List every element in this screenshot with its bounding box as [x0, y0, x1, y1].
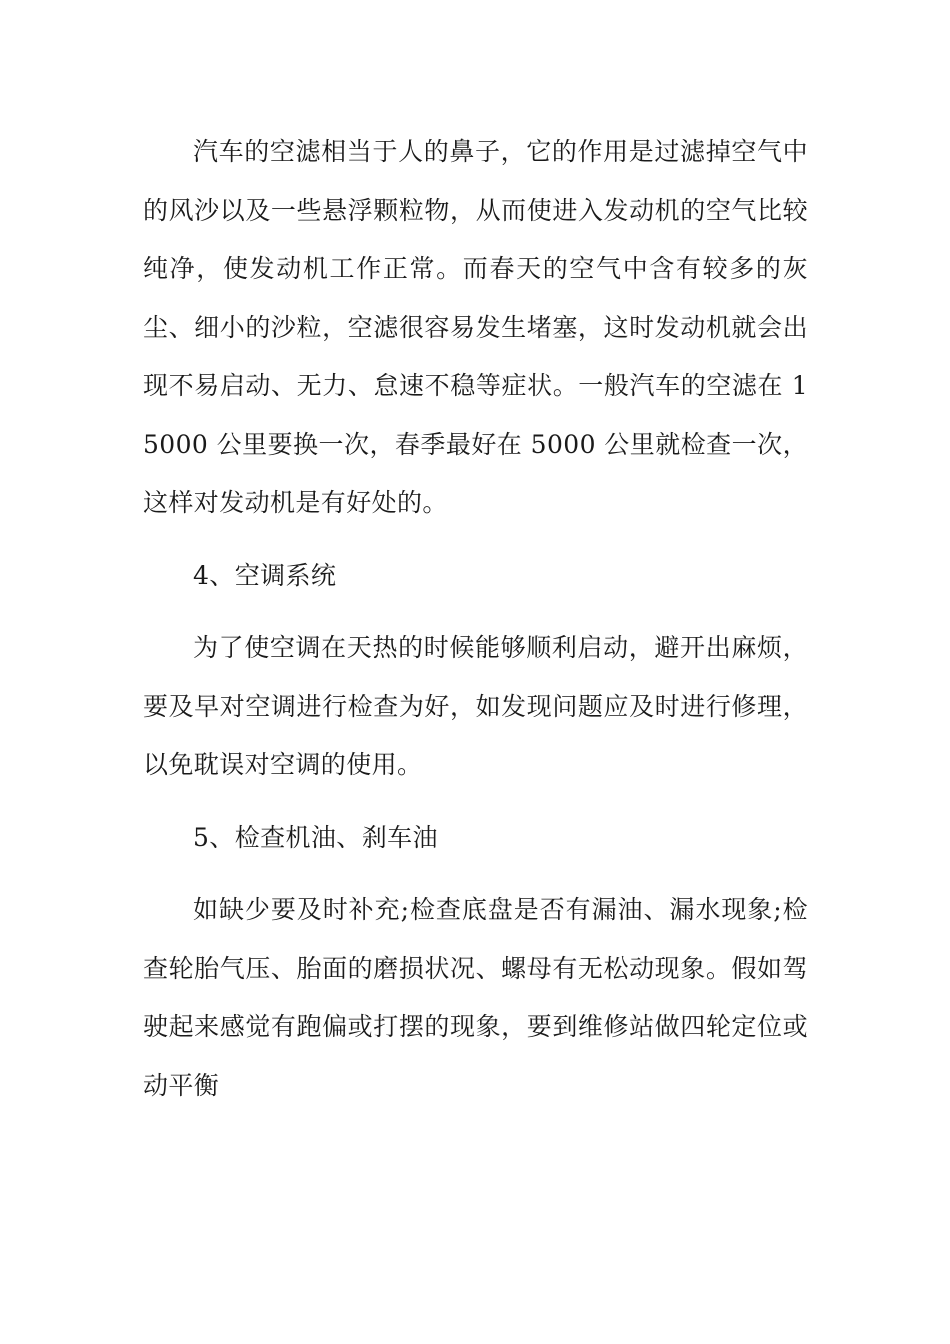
section-heading-oil-check: 5、检查机油、刹车油 [193, 822, 438, 852]
document-body [143, 123, 808, 1129]
paragraph-air-conditioning: 为了使空调在天热的时候能够顺利启动，避开出麻烦，要及早对空调进行检查为好，如发现问题应及时进行修理，以免耽误对空调的使用。 [143, 633, 808, 779]
paragraph-air-filter: 汽车的空滤相当于人的鼻子，它的作用是过滤掉空气中的风沙以及一些悬浮颗粒物，从而使进入发动机的空气比较纯净，使发动机工作正常。而春天的空气中含有较多的灰尘、细小的沙粒，空滤很容易发生堵塞，这时发动机就会出现不易启动、无力、怠速不稳等症状。一般汽车的空滤在 15000 公里要换一次，春季最好在 5000 公里就检查一次，这样对发动机是有好处的。 [143, 137, 808, 517]
section-heading-air-conditioning: 4、空调系统 [193, 560, 337, 590]
paragraph-oil-check: 如缺少要及时补充;检查底盘是否有漏油、漏水现象;检查轮胎气压、胎面的磨损状况、螺母有无松动现象。假如驾驶起来感觉有跑偏或打摆的现象，要到维修站做四轮定位或动平衡 [143, 895, 808, 1100]
